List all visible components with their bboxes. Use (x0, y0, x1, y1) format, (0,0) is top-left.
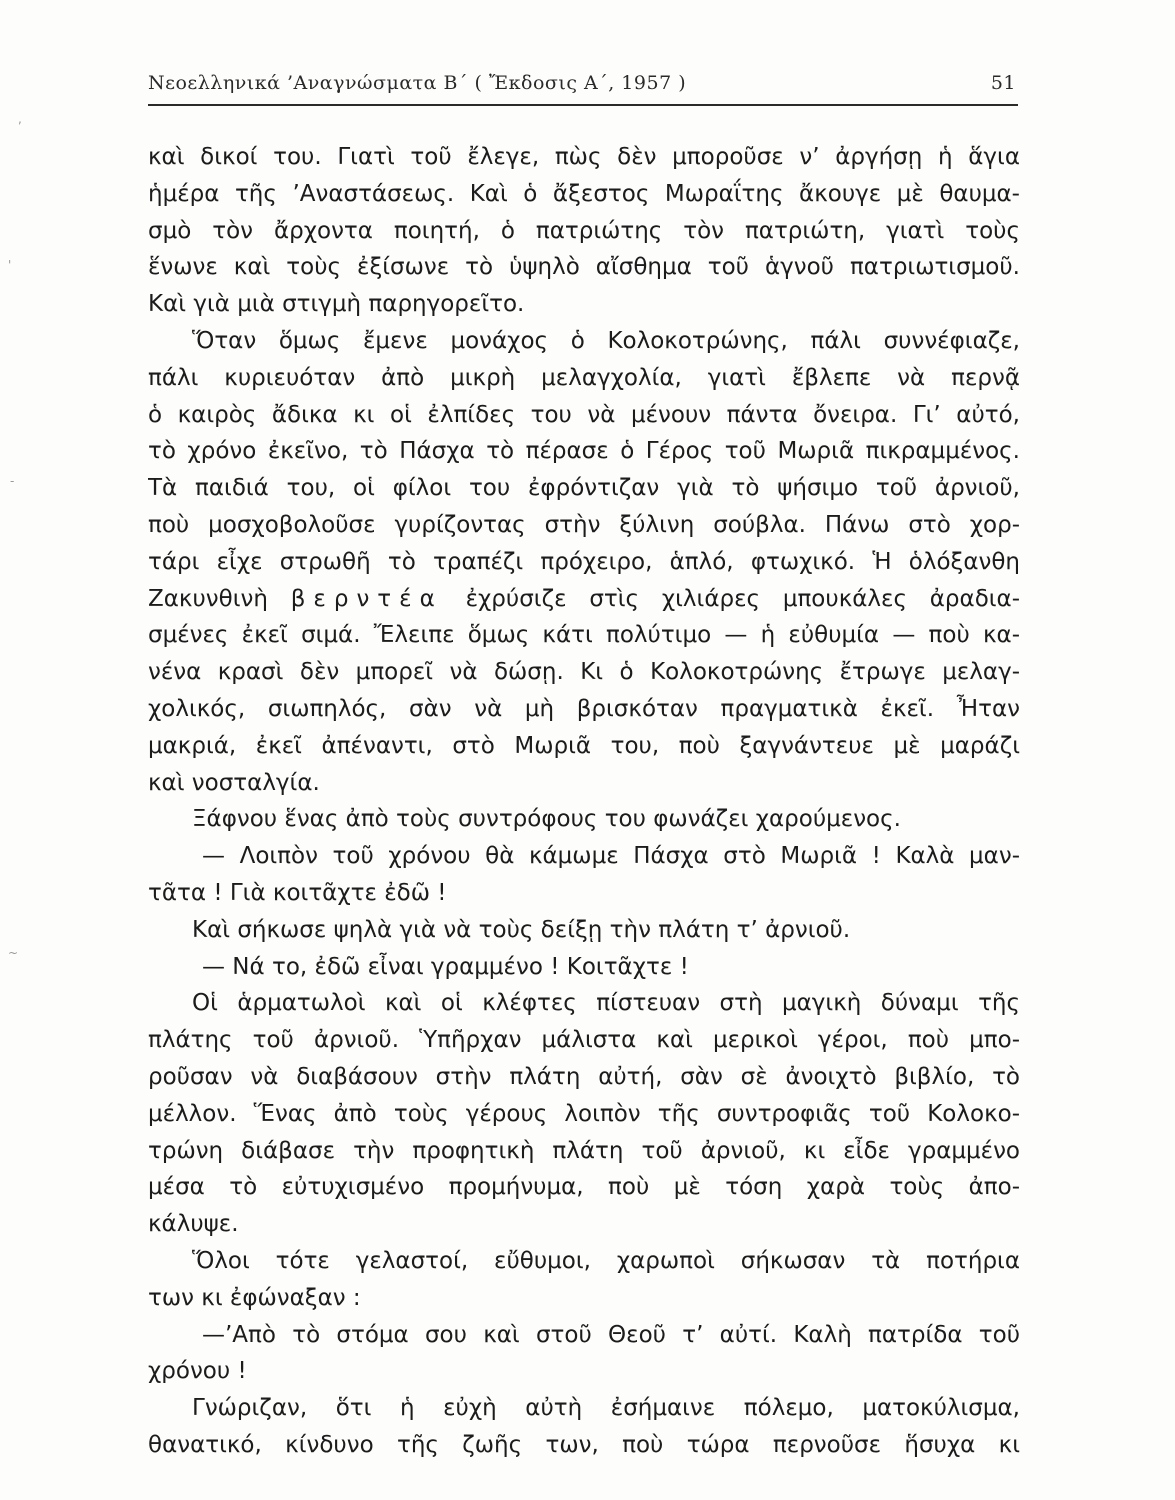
text-span: Ζακυνθινὴ (148, 585, 268, 612)
text-line: χρόνου ! (148, 1358, 247, 1385)
text-line: μέσα τὸ εὐτυχισμένο προμήνυμα, ποὺ μὲ τόση χαρὰ τοὺς ἀπο- (148, 1174, 1020, 1201)
text-line: μέλλον. Ἕνας ἀπὸ τοὺς γέρους λοιπὸν τῆς συντροφιᾶς τοῦ Κολοκο- (148, 1100, 1020, 1127)
text-line: καὶ νοσταλγία. (148, 769, 320, 796)
text-line: νένα κρασὶ δὲν μπορεῖ νὰ δώσῃ. Κι ὁ Κολοκοτρώνης ἔτρωγε μελαγ- (148, 659, 1020, 686)
page-number: 51 (990, 72, 1016, 94)
text-line: Καὶ γιὰ μιὰ στιγμὴ παρηγορεῖτο. (148, 291, 525, 318)
scan-speck: ' (8, 258, 12, 272)
text-line: ἡμέρα τῆς ’Αναστάσεως. Καὶ ὁ ἄξεστος Μωραΐτης ἄκουγε μὲ θαυμα- (148, 180, 1020, 207)
text-line: θανατικό, κίνδυνο τῆς ζωῆς των, ποὺ τώρα περνοῦσε ἥσυχα κι (148, 1431, 1020, 1458)
text-line: Ξάφνου ἕνας ἀπὸ τοὺς συντρόφους του φωνάζει χαρούμενος. (192, 806, 901, 833)
text-line: μακριά, ἐκεῖ ἀπέναντι, στὸ Μωριᾶ του, ποὺ ξαγνάντευε μὲ μαράζι (148, 732, 1020, 759)
text-line: — Λοιπὸν τοῦ χρόνου θὰ κάμωμε Πάσχα στὸ Μωριᾶ ! Καλὰ μαν- (202, 843, 1020, 870)
spaced-word: βερντέα (290, 585, 443, 612)
text-line: χολικός, σιωπηλός, σὰν νὰ μὴ βρισκόταν πραγματικὰ ἐκεῖ. Ἦταν (148, 695, 1020, 722)
text-span: ἐχρύσιζε στὶς χιλιάρες μπουκάλες ἀραδια- (465, 585, 1020, 612)
text-line: Ὅταν ὅμως ἔμενε μονάχος ὁ Κολοκοτρώνης, πάλι συννέφιαζε, (192, 327, 1020, 354)
text-line: Καὶ σήκωσε ψηλὰ γιὰ νὰ τοὺς δείξῃ τὴν πλάτη τ’ ἀρνιοῦ. (192, 916, 851, 943)
text-line: Οἱ ἁρματωλοὶ καὶ οἱ κλέφτες πίστευαν στὴ μαγικὴ δύναμι τῆς (192, 990, 1020, 1017)
text-line: πλάτης τοῦ ἀρνιοῦ. Ὑπῆρχαν μάλιστα καὶ μερικοὶ γέροι, ποὺ μπο- (148, 1027, 1020, 1054)
text-line: ροῦσαν νὰ διαβάσουν στὴν πλάτη αὐτή, σὰν σὲ ἀνοιχτὸ βιβλίο, τὸ (148, 1063, 1020, 1090)
text-line: τρώνη διάβασε τὴν προφητικὴ πλάτη τοῦ ἀρνιοῦ, κι εἶδε γραμμένο (148, 1137, 1020, 1164)
text-line: Τὰ παιδιά του, οἱ φίλοι του ἐφρόντιζαν γιὰ τὸ ψήσιμο τοῦ ἀρνιοῦ, (148, 475, 1020, 502)
scan-speck: ~ (8, 946, 19, 960)
text-line: των κι ἐφώναξαν : (148, 1284, 361, 1311)
text-line: — Νά το, ἐδῶ εἶναι γραμμένο ! Κοιτᾶχτε ! (202, 953, 689, 980)
text-line: σμένες ἐκεῖ σιμά. Ἔλειπε ὅμως κάτι πολύτιμο — ἡ εὐθυμία — ποὺ κα- (148, 622, 1020, 649)
scan-speck: - (10, 474, 15, 488)
text-line: Γνώριζαν, ὅτι ἡ εὐχὴ αὐτὴ ἐσήμαινε πόλεμο, ματοκύλισμα, (192, 1395, 1020, 1422)
text-line: κάλυψε. (148, 1211, 239, 1238)
text-line: ὁ καιρὸς ἄδικα κι οἱ ἐλπίδες του νὰ μένουν πάντα ὄνειρα. Γι’ αὐτό, (148, 401, 1020, 428)
running-header (148, 72, 1016, 102)
text-line: ποὺ μοσχοβολοῦσε γυρίζοντας στὴν ξύλινη σούβλα. Πάνω στὸ χορ- (148, 511, 1020, 538)
text-line: σμὸ τὸν ἄρχοντα ποιητή, ὁ πατριώτης τὸν πατριώτη, γιατὶ τοὺς (148, 217, 1020, 244)
text-line: Ὅλοι τότε γελαστοί, εὔθυμοι, χαρωποὶ σήκωσαν τὰ ποτήρια (192, 1247, 1020, 1274)
text-line: ἕνωνε καὶ τοὺς ἐξίσωνε τὸ ὑψηλὸ αἴσθημα τοῦ ἁγνοῦ πατριωτισμοῦ. (148, 254, 1020, 281)
text-line: τᾶτα ! Γιὰ κοιτᾶχτε ἐδῶ ! (148, 879, 447, 906)
body-text (148, 139, 1020, 1464)
text-line: —’Απὸ τὸ στόμα σου καὶ στοῦ Θεοῦ τ’ αὐτί. Καλὴ πατρίδα τοῦ (202, 1321, 1020, 1348)
header-rule (148, 104, 1018, 106)
text-line: τὸ χρόνο ἐκεῖνο, τὸ Πάσχα τὸ πέρασε ὁ Γέρος τοῦ Μωριᾶ πικραμμένος. (148, 438, 1020, 465)
text-line: καὶ δικοί του. Γιατὶ τοῦ ἔλεγε, πὼς δὲν μποροῦσε ν’ ἀργήσῃ ἡ ἅγια (148, 144, 1020, 170)
running-title: Νεοελληνικά ’Αναγνώσματα Β΄ ( Ἔκδοσις Α΄, 1957 ) (148, 72, 687, 94)
text-line: πάλι κυριευόταν ἀπὸ μικρὴ μελαγχολία, γιατὶ ἔβλεπε νὰ περνᾷ (148, 364, 1020, 391)
text-line-spaced (148, 581, 1020, 618)
text-line: τάρι εἶχε στρωθῆ τὸ τραπέζι πρόχειρο, ἁπλό, φτωχικό. Ἡ ὁλόξανθη (148, 548, 1020, 575)
scan-speck: , (18, 112, 22, 126)
